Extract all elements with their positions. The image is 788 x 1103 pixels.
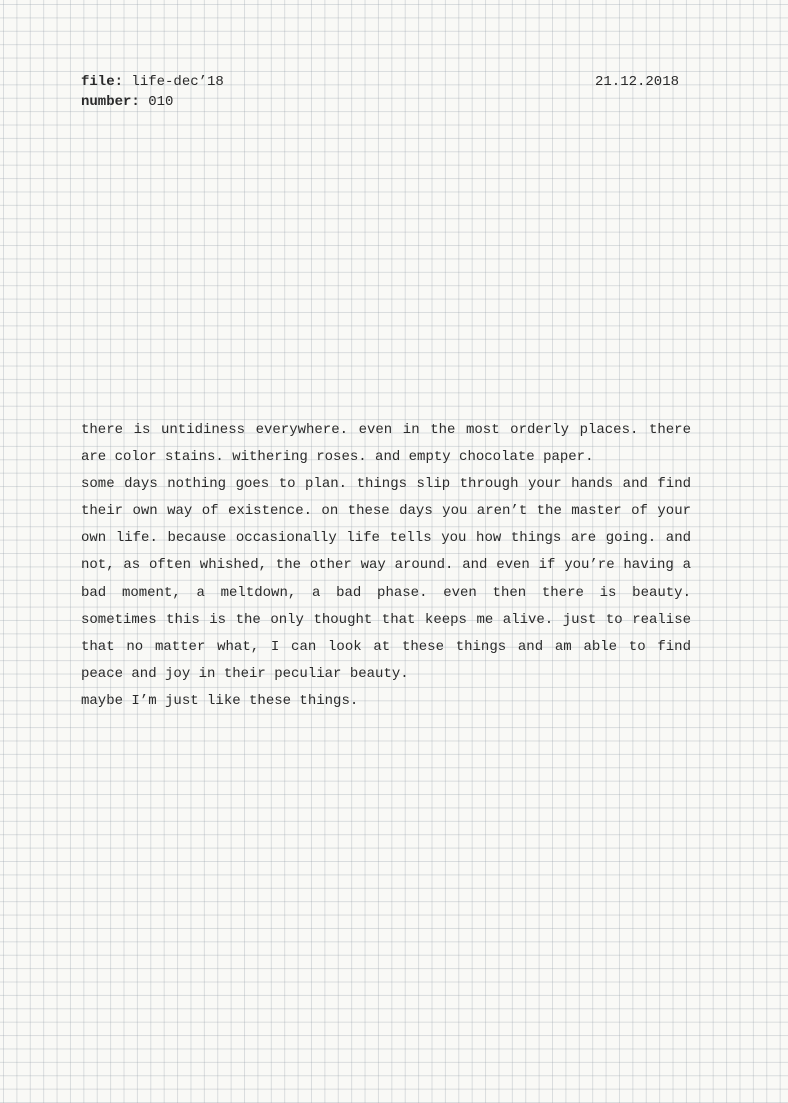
file-info xyxy=(81,72,224,112)
journal-text xyxy=(81,417,691,715)
number-label: number: xyxy=(81,94,140,110)
number-line xyxy=(81,92,224,112)
paragraph-untidiness: there is untidiness everywhere. even in the most orderly places. there are color stains. withering roses. and empty chocolate paper. xyxy=(81,422,691,466)
file-line xyxy=(81,72,224,92)
file-label: file: xyxy=(81,74,124,90)
file-value: life-dec’18 xyxy=(131,74,224,90)
paragraph-closing: maybe I’m just like these things. xyxy=(81,692,359,709)
number-value: 010 xyxy=(148,94,174,110)
paragraph-some-days: some days nothing goes to plan. things slip through your hands and find their own way of existence. on these days you aren’t the master of your own life. because occasionally life tells you how things are going. and not, as often whished, the other way around. and even if you’re having a bad moment, a meltdown, a bad phase. even then there is beauty. sometimes this is the only thought that keeps me alive. just to realise that no matter what, I can look at these things and am able to find peace and joy in their peculiar beauty. xyxy=(81,476,691,682)
date: 21.12.2018 xyxy=(594,74,679,90)
